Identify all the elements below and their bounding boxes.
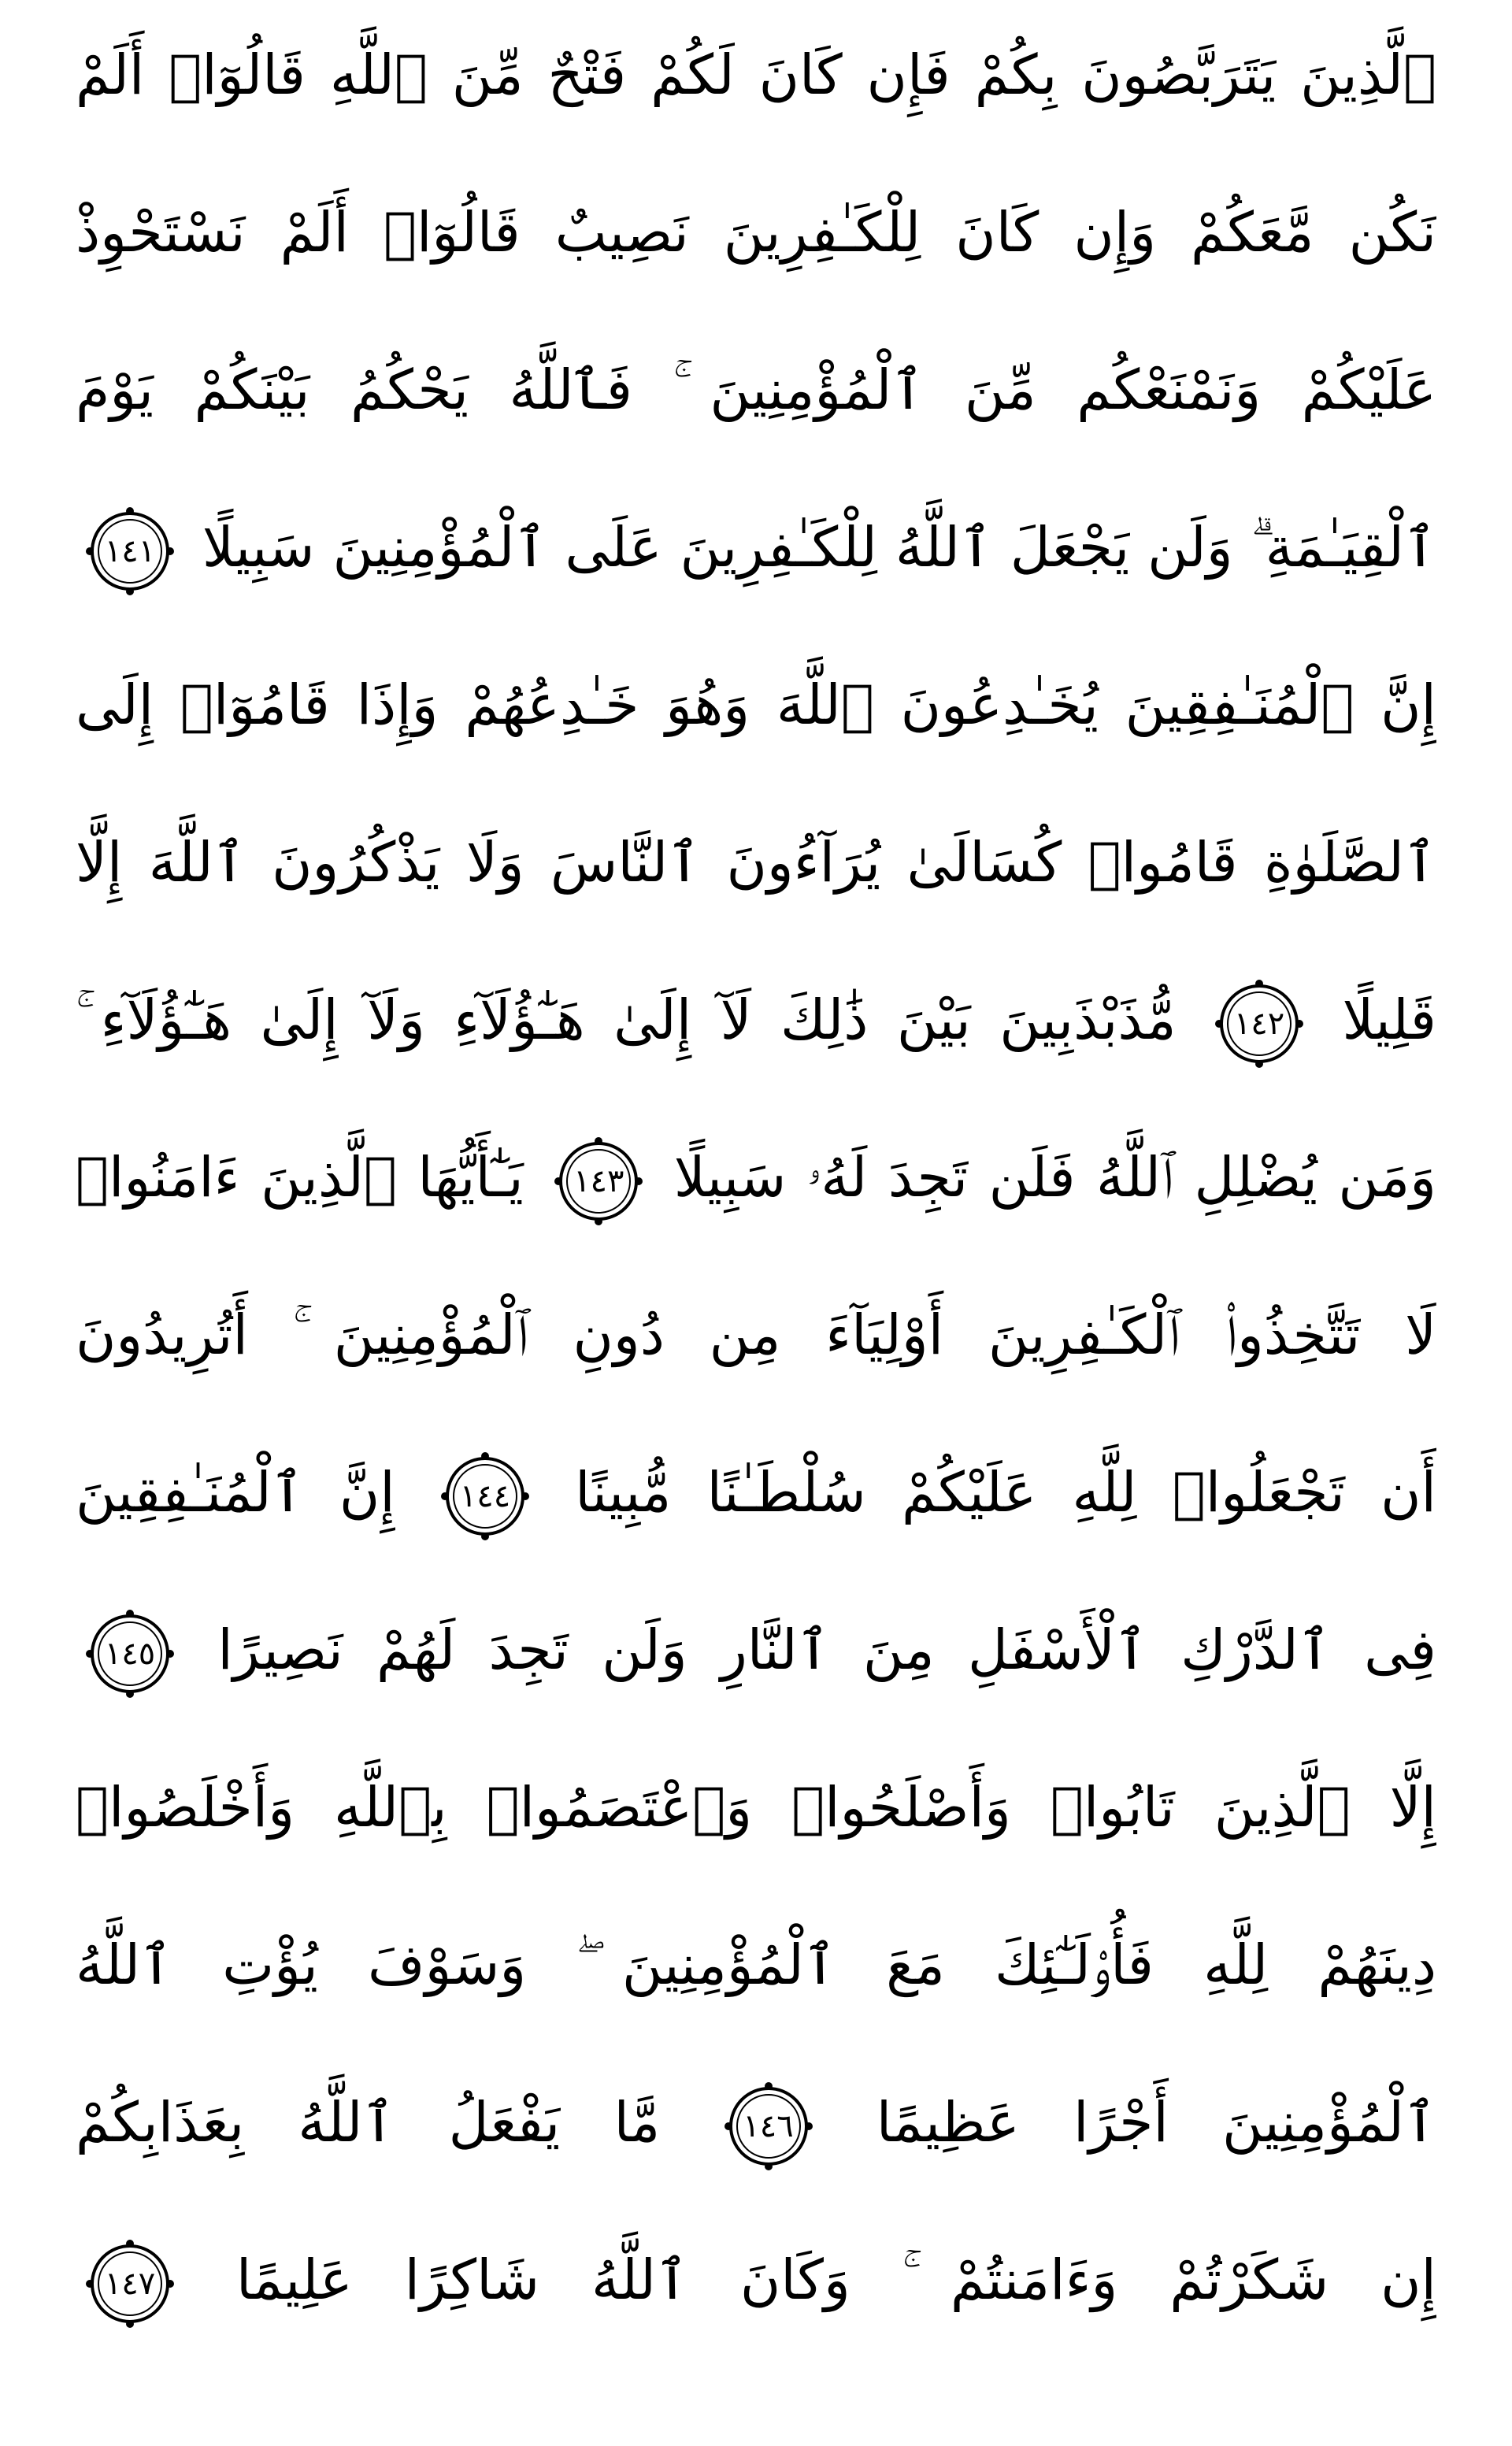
ayah-number: ١٤٧ (104, 2265, 156, 2302)
ayah-end-marker (722, 2080, 815, 2173)
ayah-number: ١٤٥ (104, 1635, 156, 1672)
line-text-before: قَلِيلًا (1342, 988, 1436, 1052)
verse-line (76, 315, 1436, 465)
ayah-number: ١٤٢ (1233, 1005, 1285, 1042)
verse-line (76, 2205, 1436, 2355)
verse-line (76, 0, 1436, 150)
verse-line (76, 945, 1436, 1095)
ayah-number: ١٤١ (104, 532, 156, 569)
ayah-number: ١٤٣ (573, 1162, 624, 1199)
ayah-end-marker (83, 505, 176, 598)
line-text: ٱلَّذِينَ يَتَرَبَّصُونَ بِكُمْ فَإِن كَانَ لَكُمْ فَتْحٌ مِّنَ ٱللَّهِ قَالُوٓا۟ أَلَمْ (76, 43, 1436, 107)
line-text: إِنَّ ٱلْمُنَـٰفِقِينَ يُخَـٰدِعُونَ ٱللَّهَ وَهُوَ خَـٰدِعُهُمْ وَإِذَا قَامُوٓا۟ إِلَى (76, 673, 1436, 737)
ayah-number: ١٤٦ (743, 2107, 794, 2144)
verse-line (76, 788, 1436, 937)
line-text: لَا تَتَّخِذُوا۟ ٱلْكَـٰفِرِينَ أَوْلِيَآءَ مِن دُونِ ٱلْمُؤْمِنِينَ ۚ أَتُرِيدُونَ (76, 1303, 1436, 1367)
ayah-end-marker (83, 1607, 176, 1700)
line-text-after: مَّا يَفْعَلُ ٱللَّهُ بِعَذَابِكُمْ (76, 2090, 661, 2155)
line-text-after: إِنَّ ٱلْمُنَـٰفِقِينَ (76, 1460, 395, 1525)
line-content (76, 2048, 1436, 2197)
line-text-before: وَمَن يُضْلِلِ ٱللَّهُ فَلَن تَجِدَ لَهُۥ سَبِيلًا (673, 1145, 1436, 1210)
line-text: إِن شَكَرْتُمْ وَءَامَنتُمْ ۚ وَكَانَ ٱللَّهُ شَاكِرًا عَلِيمًا (235, 2248, 1436, 2312)
verse-line (76, 1103, 1436, 1252)
line-text: دِينَهُمْ لِلَّهِ فَأُو۟لَـٰٓئِكَ مَعَ ٱلْمُؤْمِنِينَ ۖ وَسَوْفَ يُؤْتِ ٱللَّهُ (76, 1933, 1436, 1997)
verse-line (76, 1575, 1436, 1725)
line-text: نَكُن مَّعَكُمْ وَإِن كَانَ لِلْكَـٰفِرِينَ نَصِيبٌ قَالُوٓا۟ أَلَمْ نَسْتَحْوِذْ (76, 200, 1436, 265)
line-content (76, 1418, 1436, 1567)
verse-line (76, 1418, 1436, 1567)
verse-line (76, 158, 1436, 307)
verse-line (76, 1890, 1436, 2040)
line-text: ٱلصَّلَوٰةِ قَامُوا۟ كُسَالَىٰ يُرَآءُونَ ٱلنَّاسَ وَلَا يَذْكُرُونَ ٱللَّهَ إِلَّا (76, 830, 1436, 895)
verse-line (76, 2048, 1436, 2197)
verse-line (76, 1260, 1436, 1410)
line-text-before: ٱلْمُؤْمِنِينَ أَجْرًا عَظِيمًا (876, 2090, 1436, 2155)
line-text: عَلَيْكُمْ وَنَمْنَعْكُم مِّنَ ٱلْمُؤْمِنِينَ ۚ فَٱللَّهُ يَحْكُمُ بَيْنَكُمْ يَوْمَ (76, 358, 1436, 422)
ayah-number: ١٤٤ (459, 1477, 511, 1514)
line-text-before: أَن تَجْعَلُوا۟ لِلَّهِ عَلَيْكُمْ سُلْطَـٰنًا مُّبِينًا (575, 1460, 1436, 1525)
line-text-after: مُّذَبْذَبِينَ بَيْنَ ذَٰلِكَ لَآ إِلَىٰ هَـٰٓؤُلَآءِ وَلَآ إِلَىٰ هَـٰٓؤُلَآءِ ۚ (76, 988, 1177, 1052)
line-text-after: يَـٰٓأَيُّهَا ٱلَّذِينَ ءَامَنُوا۟ (76, 1145, 524, 1210)
line-content (76, 1575, 1436, 1725)
ayah-end-marker (439, 1450, 532, 1543)
line-content (76, 473, 1436, 622)
ayah-end-marker (83, 2237, 176, 2330)
ayah-end-marker (552, 1135, 645, 1228)
line-content (76, 1103, 1436, 1252)
line-text: إِلَّا ٱلَّذِينَ تَابُوا۟ وَأَصْلَحُوا۟ وَٱعْتَصَمُوا۟ بِٱللَّهِ وَأَخْلَصُوا۟ (76, 1775, 1436, 1840)
verse-line (76, 1733, 1436, 1882)
verse-line (76, 630, 1436, 780)
line-text: فِى ٱلدَّرْكِ ٱلْأَسْفَلِ مِنَ ٱلنَّارِ وَلَن تَجِدَ لَهُمْ نَصِيرًا (217, 1618, 1436, 1682)
line-text: ٱلْقِيَـٰمَةِ ۗ وَلَن يَجْعَلَ ٱللَّهُ لِلْكَـٰفِرِينَ عَلَى ٱلْمُؤْمِنِينَ سَبِيلًا (202, 515, 1436, 580)
verse-line (76, 473, 1436, 622)
ayah-end-marker (1213, 977, 1306, 1070)
line-content (76, 2205, 1436, 2355)
line-content (76, 945, 1436, 1095)
